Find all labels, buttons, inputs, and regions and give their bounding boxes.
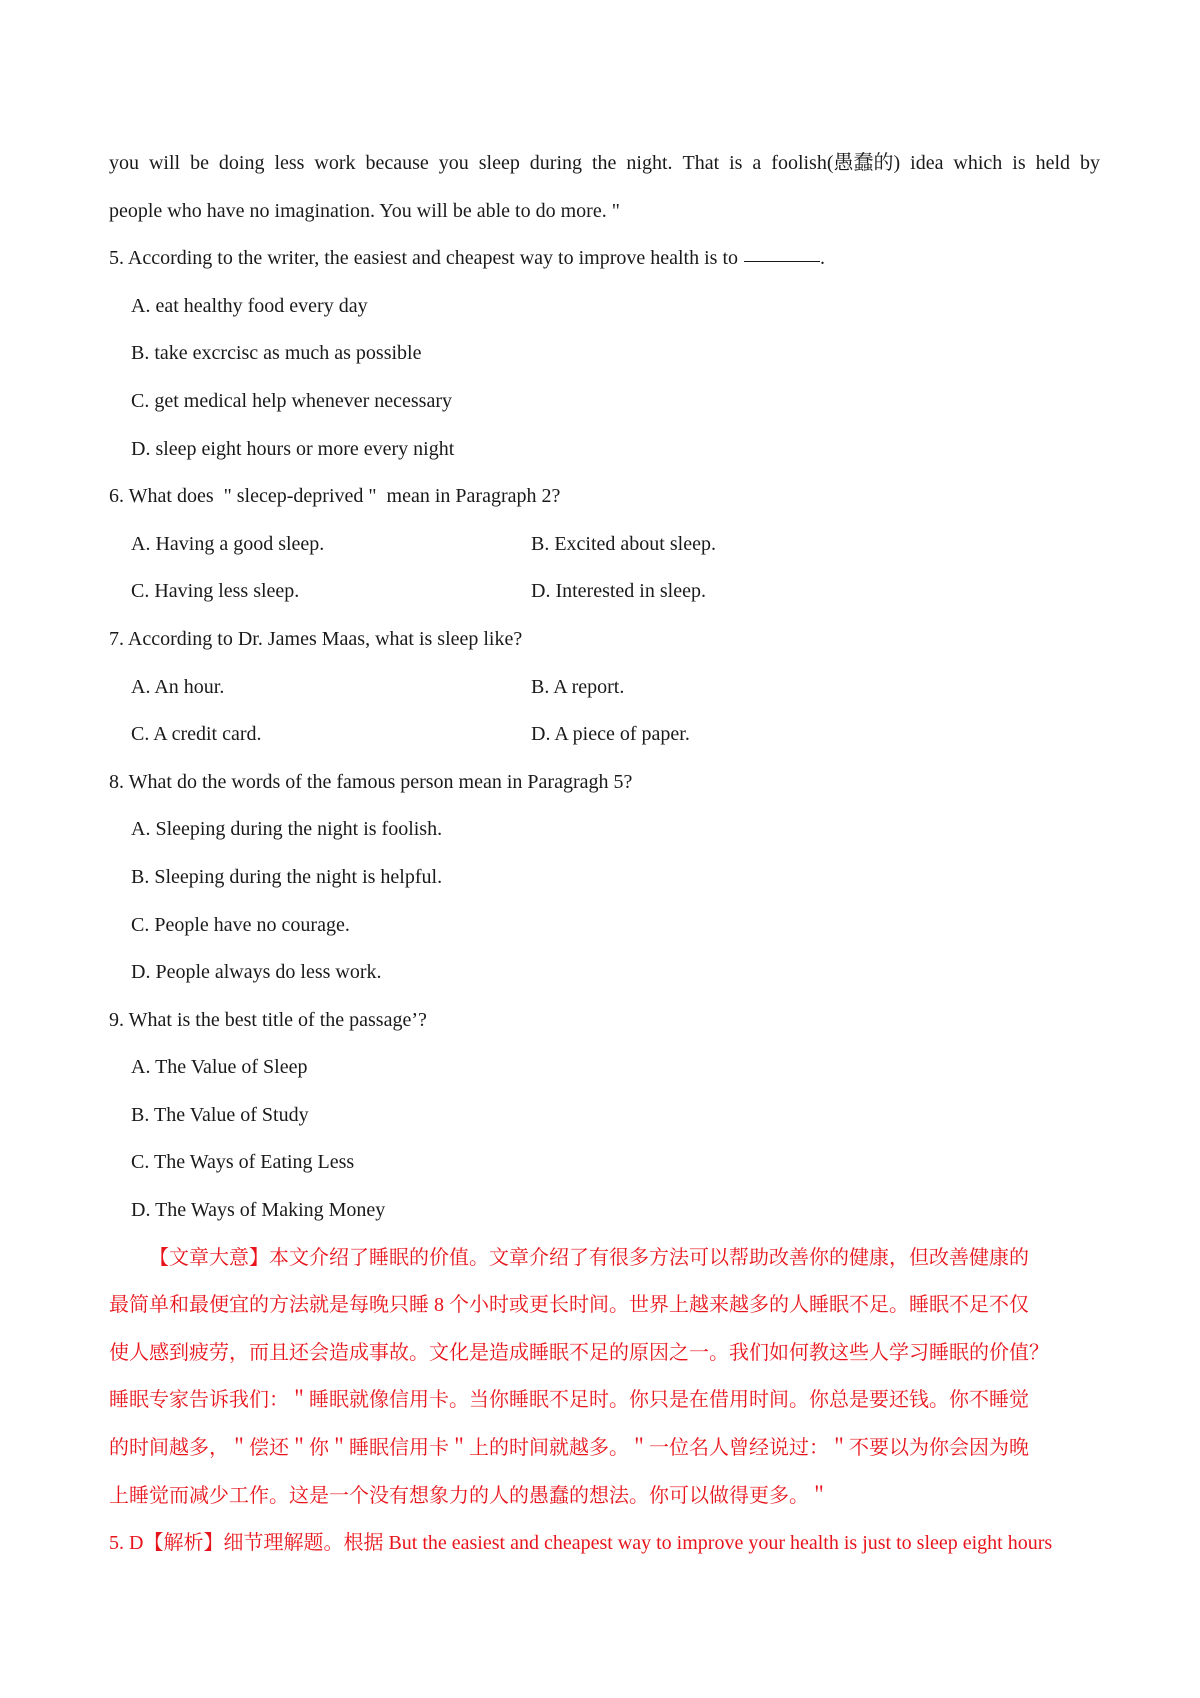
- question-stem: [109, 997, 1100, 1045]
- answer-option: D. People always do less work.: [131, 961, 382, 984]
- answer-option: C. Having less sleep.: [131, 580, 300, 603]
- answer-option: C. A credit card.: [131, 723, 262, 746]
- option-row: [109, 521, 1100, 569]
- summary-line: 睡眠专家告诉我们：＂睡眠就像信用卡。当你睡眠不足时。你只是在借用时间。你总是要还钱。你不睡觉: [109, 1389, 1029, 1412]
- passage-word: night.: [626, 152, 673, 174]
- question-text: 8. What do the words of the famous person mean in Paragragh 5?: [109, 770, 633, 793]
- summary-line: 【文章大意】本文介绍了睡眠的价值。文章介绍了有很多方法可以帮助改善你的健康，但改善健康的: [149, 1246, 1029, 1269]
- option-row: [109, 711, 1100, 759]
- answer-option: D. Interested in sleep.: [531, 580, 706, 603]
- passage-word: less: [274, 152, 305, 174]
- answer-blank: [744, 260, 820, 262]
- answer-analysis: 5. D【解析】细节理解题。根据 But the easiest and cheapest way to improve your health is just to sleep eight hours: [109, 1532, 1053, 1555]
- answer-option: B. A report.: [531, 675, 625, 698]
- passage-word: during: [529, 152, 583, 174]
- passage-word: work: [314, 152, 356, 174]
- answer-option: A. Sleeping during the night is foolish.: [131, 818, 443, 841]
- question-stem: [109, 759, 1100, 807]
- passage-line: people who have no imagination. You will be able to do more. ": [109, 199, 620, 222]
- passage-word: is: [729, 152, 743, 174]
- question-text: 6. What does " slecep-deprived " mean in Paragraph 2?: [109, 485, 561, 508]
- answer-option: B. Excited about sleep.: [531, 532, 716, 555]
- question-stem: [109, 473, 1100, 521]
- answer-option: D. sleep eight hours or more every night: [131, 437, 455, 460]
- option-row: [109, 568, 1100, 616]
- answer-option: D. The Ways of Making Money: [131, 1199, 386, 1222]
- option-row: [109, 664, 1100, 712]
- answer-option: B. The Value of Study: [131, 1103, 309, 1126]
- article-summary: [109, 1235, 1100, 1521]
- answer-option: C. People have no courage.: [131, 913, 350, 936]
- passage-word: be: [190, 152, 209, 174]
- answer-option: A. eat healthy food every day: [131, 294, 368, 317]
- question-end: .: [820, 247, 826, 270]
- answer-option: B. Sleeping during the night is helpful.: [131, 865, 443, 888]
- question-text: 9. What is the best title of the passage’?: [109, 1008, 427, 1031]
- answer-option: A. Having a good sleep.: [131, 532, 325, 555]
- passage-word: a: [752, 152, 762, 174]
- answer-option: A. The Value of Sleep: [131, 1056, 308, 1079]
- passage-word: which: [953, 152, 1003, 174]
- passage-word: by: [1080, 152, 1100, 174]
- answer-option: B. take excrcisc as much as possible: [131, 342, 422, 365]
- passage-word: is: [1012, 152, 1026, 174]
- answer-option: A. An hour.: [131, 675, 225, 698]
- passage-word: you: [109, 152, 139, 174]
- summary-line: 的时间越多，＂偿还＂你＂睡眠信用卡＂上的时间就越多。＂一位名人曾经说过：＂不要以为你会因为晚: [109, 1437, 1029, 1460]
- question-stem: [109, 235, 1100, 283]
- passage-word: foolish(愚蠢的): [771, 152, 901, 174]
- question-text: 5. According to the writer, the easiest and cheapest way to improve health is to: [109, 247, 739, 270]
- passage-word: idea: [910, 152, 944, 174]
- answer-option: C. The Ways of Eating Less: [131, 1151, 355, 1174]
- passage-word: sleep: [478, 152, 520, 174]
- question-list: [109, 235, 1100, 1234]
- passage-word: doing: [218, 152, 265, 174]
- question-stem: [109, 616, 1100, 664]
- question-text: 7. According to Dr. James Maas, what is sleep like?: [109, 627, 523, 650]
- passage-line: [109, 140, 1100, 188]
- answer-option: D. A piece of paper.: [531, 723, 690, 746]
- passage-word: held: [1035, 152, 1071, 174]
- passage-word: because: [365, 152, 429, 174]
- summary-line: 最简单和最便宜的方法就是每晚只睡 8 个小时或更长时间。世界上越来越多的人睡眠不足。睡眠不足不仅: [109, 1294, 1029, 1317]
- passage-word: you: [438, 152, 469, 174]
- answer-option: C. get medical help whenever necessary: [131, 389, 452, 412]
- passage-word: the: [591, 152, 617, 174]
- passage-word: That: [682, 152, 720, 174]
- passage-word: will: [148, 152, 181, 174]
- summary-line: 使人感到疲劳，而且还会造成事故。文化是造成睡眠不足的原因之一。我们如何教这些人学习睡眠的价值？: [109, 1341, 1049, 1364]
- summary-line: 上睡觉而减少工作。这是一个没有想象力的人的愚蠢的想法。你可以做得更多。＂: [109, 1484, 829, 1507]
